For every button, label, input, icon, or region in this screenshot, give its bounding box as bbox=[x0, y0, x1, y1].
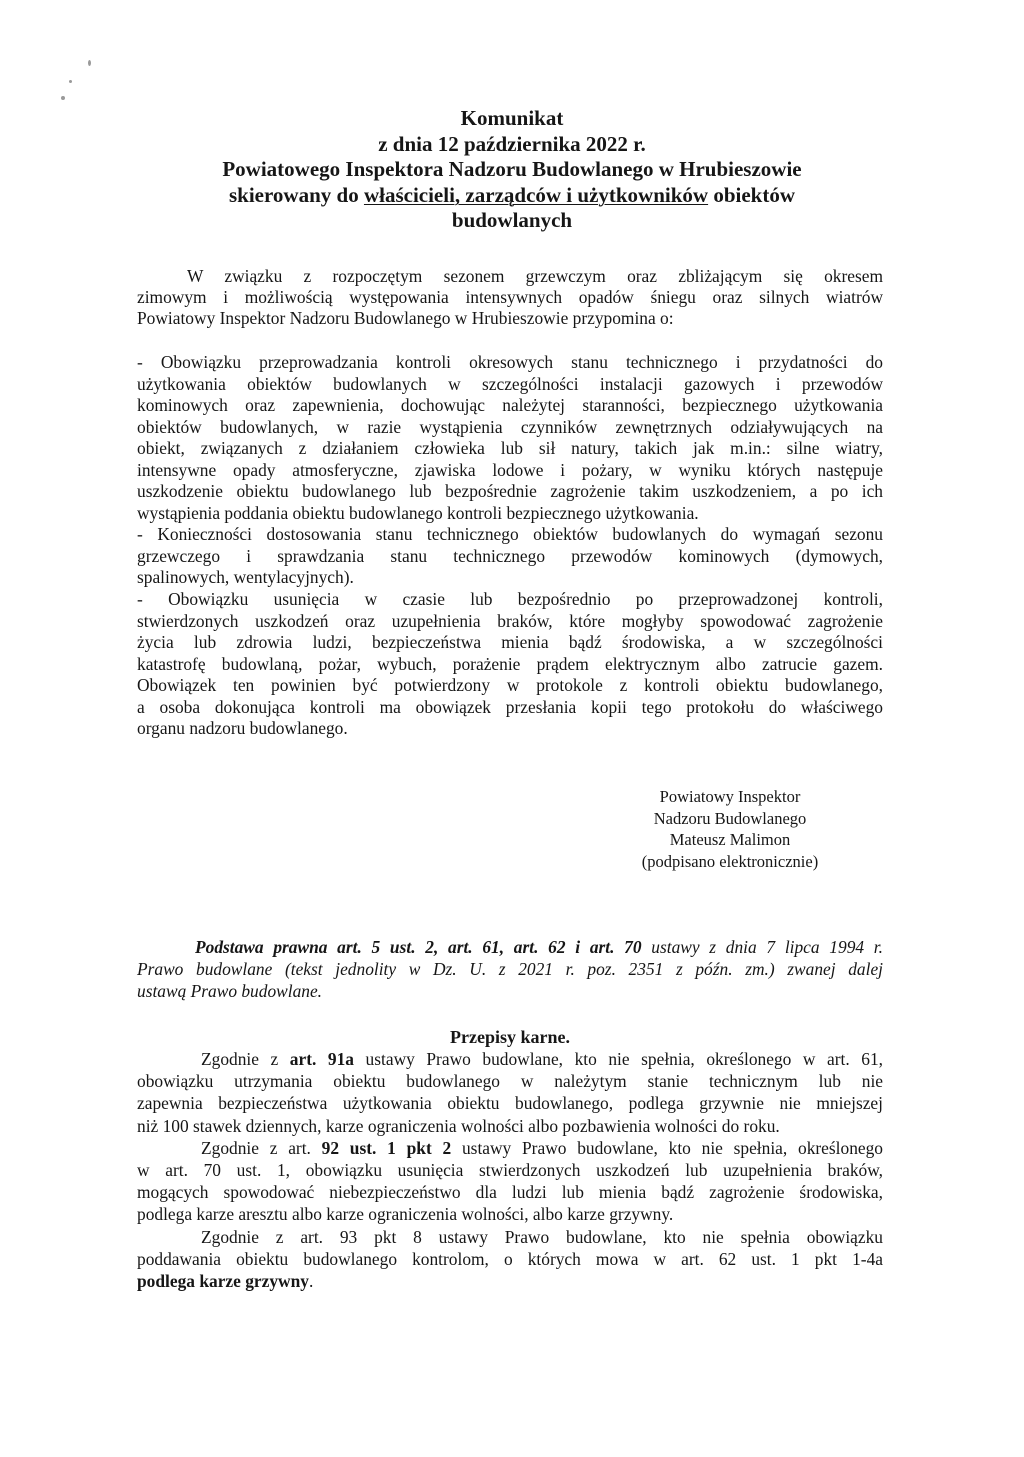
header-title: Komunikat bbox=[460, 106, 564, 130]
text-line: wystąpienia poddania obiektu budowlanego kontroli bezpiecznego użytkowania. bbox=[137, 502, 699, 523]
document-header bbox=[130, 106, 894, 234]
text-line: katastrofę budowlaną, pożar, wybuch, porażenie prądem elektrycznym albo zatrucie gazem. bbox=[137, 653, 883, 674]
signature-note: (podpisano elektronicznie) bbox=[641, 851, 819, 871]
header-addressees-prefix: skierowany do bbox=[228, 182, 364, 207]
text-line: życia lub zdrowia ludzi, bezpieczeństwa mienia bądź środowiska, a w szczególności bbox=[137, 632, 883, 653]
text-run: Zgodnie z art. bbox=[201, 1137, 322, 1158]
legal-basis-articles: Podstawa prawna art. 5 ust. 2, art. 61, art. 62 i art. 70 bbox=[195, 937, 642, 957]
text-line: W związku z rozpoczętym sezonem grzewczym oraz zbliżającym się okresem bbox=[187, 266, 883, 286]
penalty-emphasis: podlega karze grzywny bbox=[137, 1271, 309, 1292]
legal-basis-act: ustawy z dnia 7 lipca 1994 r. bbox=[641, 937, 883, 957]
text-line: intensywne opady atmosferyczne, zjawiska lodowe i pożary, w wyniku których następuje bbox=[137, 459, 883, 480]
signature-block bbox=[610, 786, 850, 872]
header-addressees-end: budowlanych bbox=[451, 208, 573, 233]
header-addressees-underlined: właścicieli, zarządców i użytkowników bbox=[363, 182, 709, 207]
scan-speck bbox=[61, 96, 65, 100]
text-line: niż 100 stawek dziennych, karze ograniczenia wolności albo pozbawienia wolności do roku. bbox=[137, 1115, 780, 1136]
penal-section-title: Przepisy karne. bbox=[450, 1027, 570, 1047]
header-date: z dnia 12 października 2022 r. bbox=[378, 131, 646, 156]
text-run: Zgodnie z bbox=[201, 1049, 290, 1069]
scan-specks bbox=[56, 60, 116, 110]
text-line: poddawania obiektu budowlanego kontrolom, o których mowa w art. 62 ust. 1 pkt 1-4a bbox=[137, 1248, 883, 1269]
article-ref: 92 ust. 1 pkt 2 bbox=[321, 1137, 452, 1158]
reminder-list bbox=[137, 352, 883, 740]
text-line: zapewnia bezpieczeństwa użytkowania obiektu budowlanego, podlega grzywnie nie mniejszej bbox=[137, 1093, 883, 1114]
text-line: Zgodnie z art. 93 pkt 8 ustawy Prawo budowlane, kto nie spełnia obowiązku bbox=[201, 1226, 883, 1247]
text-line bbox=[137, 1048, 883, 1070]
text-line: podlega karze aresztu albo karze ograniczenia wolności, albo karze grzywny. bbox=[137, 1204, 674, 1225]
text-line bbox=[137, 936, 883, 958]
text-line: kominowych oraz zapewnienia, dochowując należytej staranności, bezpiecznego użytkowania bbox=[137, 395, 883, 416]
text-line: ustawą Prawo budowlane. bbox=[137, 981, 323, 1001]
text-line: stwierdzonych uszkodzeń oraz uzupełnienia braków, które mogłyby spowodować zagrożenie bbox=[137, 610, 883, 631]
text-line: Prawo budowlane (tekst jednolity w Dz. U. z 2021 r. poz. 2351 z późn. zm.) zwanej dalej bbox=[137, 959, 883, 979]
text-line bbox=[137, 1137, 883, 1159]
text-line: obiekt, związanych z działaniem człowieka lub sił natury, takich jak m.in.: silne wiatry, bbox=[137, 438, 883, 459]
text-run: ustawy Prawo budowlane, kto nie spełnia, określonego bbox=[451, 1137, 883, 1158]
signature-title: Powiatowy Inspektor bbox=[659, 787, 801, 806]
text-line: spalinowych, wentylacyjnych). bbox=[137, 567, 354, 588]
text-line: a osoba dokonująca kontroli ma obowiązek przesłania kopii tego protokołu do właściwego bbox=[137, 696, 883, 717]
text-line: grzewczego i sprawdzania stanu technicznego przewodów kominowych (dymowych, bbox=[137, 545, 883, 566]
scan-speck bbox=[88, 60, 91, 66]
text-line bbox=[137, 1270, 883, 1292]
text-line: zimowym i możliwością występowania intensywnych opadów śniegu oraz silnych wiatrów bbox=[137, 287, 883, 307]
text-line: obowiązku utrzymania obiektu budowlanego w należytym stanie technicznym lub nie bbox=[137, 1071, 883, 1092]
text-line: Powiatowy Inspektor Nadzoru Budowlanego w Hrubieszowie przypomina o: bbox=[137, 308, 674, 328]
text-line: organu nadzoru budowlanego. bbox=[137, 718, 348, 739]
text-line: - Obowiązku przeprowadzania kontroli okresowych stanu technicznego i przydatności do bbox=[137, 352, 883, 372]
text-line: Obowiązek ten powinien być potwierdzony w protokole z kontroli obiektu budowlanego, bbox=[137, 675, 883, 696]
header-addressees-suffix: obiektów bbox=[708, 182, 796, 207]
header-issuer: Powiatowego Inspektora Nadzoru Budowlanego w Hrubieszowie bbox=[222, 157, 802, 182]
legal-basis bbox=[137, 936, 883, 1002]
header-addressees bbox=[130, 183, 894, 209]
text-line: obiektów budowlanych, w razie wystąpienia czynników zewnętrznych odziaływujących na bbox=[137, 416, 883, 437]
signature-name: Mateusz Malimon bbox=[669, 830, 791, 849]
text-line: w art. 70 ust. 1, obowiązku usunięcia stwierdzonych uszkodzeń lub uzupełnienia braków, bbox=[137, 1160, 883, 1181]
text-run: . bbox=[308, 1271, 314, 1292]
text-line: użytkowania obiektów budowlanych w szczególności instalacji gazowych i przewodów bbox=[137, 373, 883, 394]
text-line: - Obowiązku usunięcia w czasie lub bezpośrednio po przeprowadzonej kontroli, bbox=[137, 589, 883, 610]
intro-paragraph bbox=[137, 266, 883, 329]
text-line: mogących spowodować niebezpieczeństwo dla ludzi lub mienia bądź zagrożenie środowiska, bbox=[137, 1182, 883, 1203]
text-line: uszkodzenie obiektu budowlanego lub bezpośrednie zagrożenie takim uszkodzeniem, a po ich bbox=[137, 481, 883, 502]
signature-office: Nadzoru Budowlanego bbox=[653, 808, 807, 828]
scan-speck bbox=[69, 80, 72, 83]
article-ref: art. 91a bbox=[289, 1049, 354, 1069]
text-line: - Konieczności dostosowania stanu technicznego obiektów budowlanych do wymagań sezonu bbox=[137, 524, 883, 545]
text-run: ustawy Prawo budowlane, kto nie spełnia, określonego w art. 61, bbox=[354, 1049, 883, 1069]
penal-section bbox=[137, 1048, 883, 1292]
